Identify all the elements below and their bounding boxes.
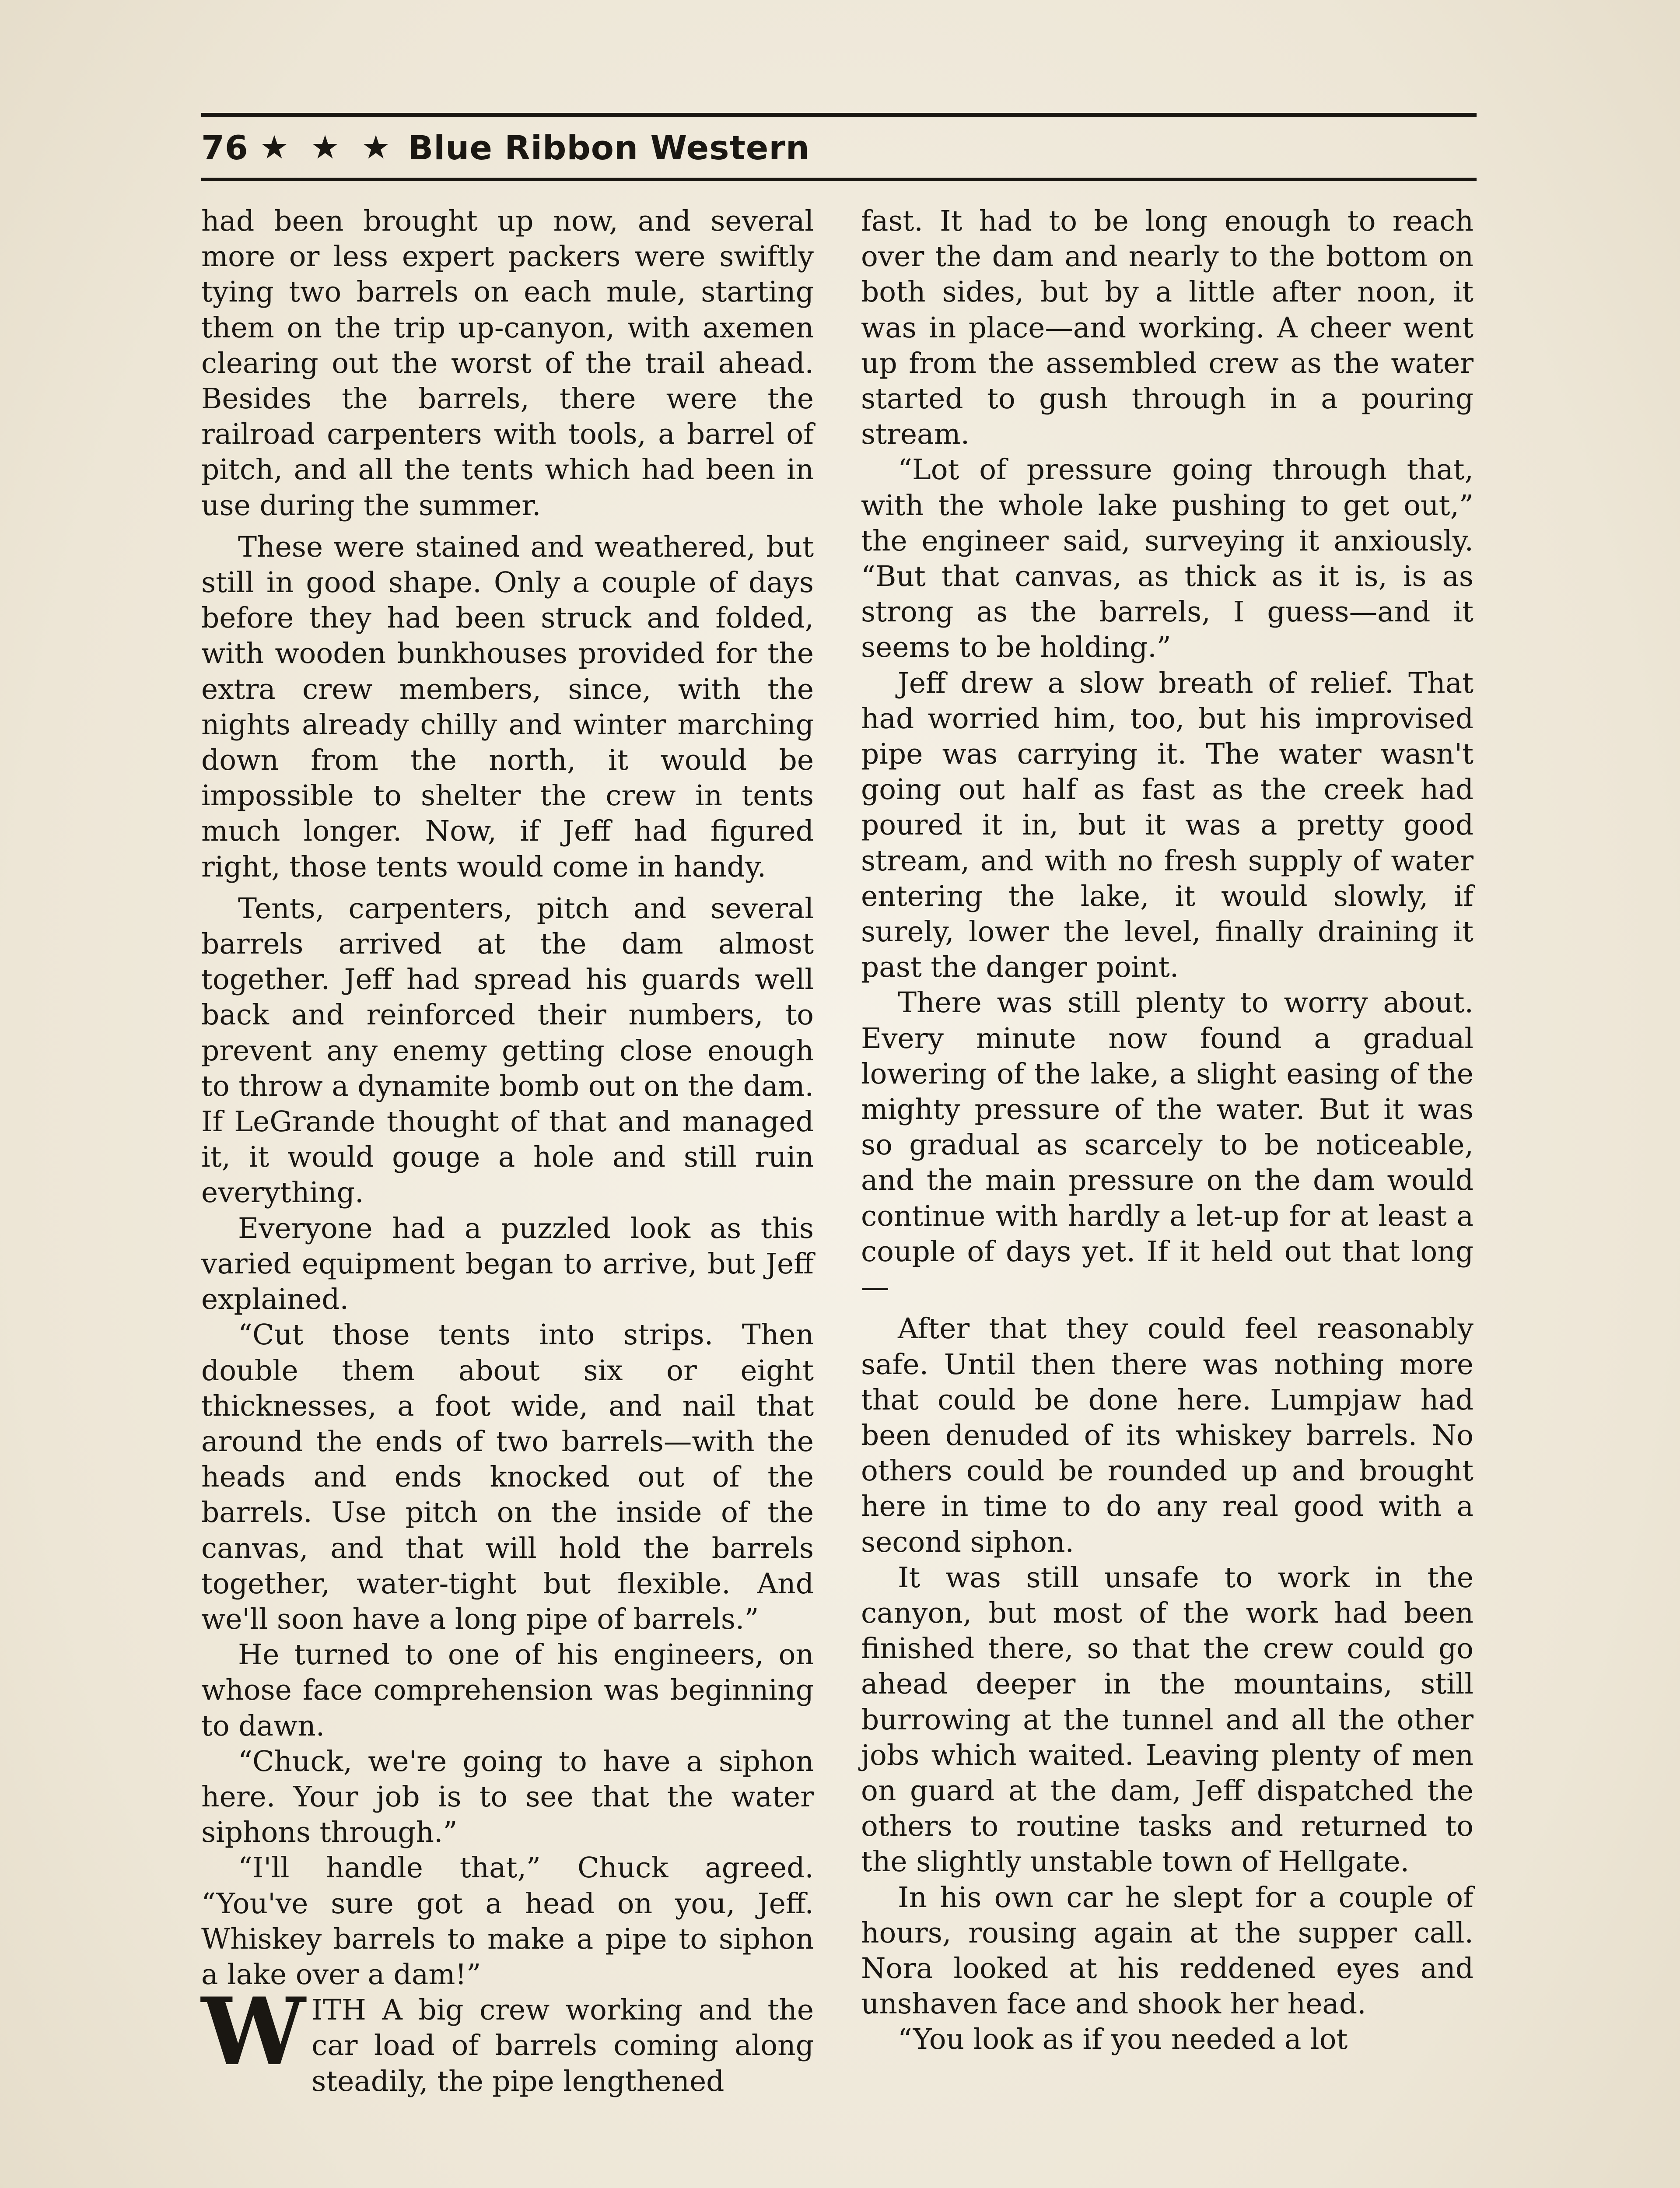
paragraph: These were stained and weathered, but still in good shape. Only a couple of days before they had been struck and folded, with wooden bunkhouses provided for the extra crew members, since, with the nights already chilly and winter marching down from the north, it would be impossible to shelter the crew in tents much longer. Now, if Jeff had figured right, those tents would come in handy.	[201, 530, 814, 884]
left-column	[201, 203, 814, 2099]
page-number: 76	[201, 128, 248, 167]
paragraph: There was still plenty to worry about. Every minute now found a gradual lowering of the lake, a slight easing of the mighty pressure of the water. But it was so gradual as scarcely to be noticeable, and the main pressure on the dam would continue with hardly a let-up for at least a couple of days yet. If it held out that long—	[861, 986, 1474, 1304]
paragraph: “Chuck, we're going to have a siphon here. Your job is to see that the water siphons through.”	[201, 1745, 814, 1849]
paragraph: fast. It had to be long enough to reach over the dam and nearly to the bottom on both sides, but by a little after noon, it was in place—and working. A cheer went up from the assembled crew as the water started to gush through in a pouring stream.	[861, 205, 1474, 451]
paragraph: After that they could feel reasonably safe. Until then there was nothing more that could be done here. Lumpjaw had been denuded of its whiskey barrels. No others could be rounded up and brought here in time to do any real good with a second siphon.	[861, 1312, 1474, 1559]
paragraph: It was still unsafe to work in the canyon, but most of the work had been finished there, so that the crew could go ahead deeper in the mountains, still burrowing at the tunnel and all the other jobs which waited. Leaving plenty of men on guard at the dam, Jeff dispatched the others to routine tasks and returned to the slightly unstable town of Hellgate.	[861, 1561, 1474, 1879]
star-icons: ★ ★ ★	[259, 129, 396, 166]
drop-cap-paragraph	[201, 1977, 814, 2099]
paragraph: “Cut those tents into strips. Then double them about six or eight thicknesses, a foot wide, and nail that around the ends of two barrels—with the heads and ends knocked out of the barrels. Use pitch on the inside of the canvas, and that will hold the barrels together, water-tight but flexible. And we'll soon have a long pipe of barrels.”	[201, 1318, 814, 1636]
drop-cap: W	[201, 1977, 306, 2086]
header-rule	[201, 178, 1477, 181]
magazine-title: Blue Ribbon Western	[408, 128, 810, 167]
top-rule	[201, 113, 1477, 117]
paragraph: Tents, carpenters, pitch and several barrels arrived at the dam almost together. Jeff had spread his guards well back and reinforced their numbers, to prevent any enemy getting close enough to throw a dynamite bomb out on the dam. If LeGrande thought of that and managed it, it would gouge a hole and still ruin everything.	[201, 892, 814, 1210]
paragraph: had been brought up now, and several more or less expert packers were swiftly tying two barrels on each mule, starting them on the trip up-canyon, with axemen clearing out the worst of the trail ahead. Besides the barrels, there were the railroad carpenters with tools, a barrel of pitch, and all the tents which had been in use during the summer.	[201, 205, 814, 522]
paragraph: “I'll handle that,” Chuck agreed. “You've sure got a head on you, Jeff. Whiskey barrels to make a pipe to siphon a lake over a dam!”	[201, 1851, 814, 1991]
paragraph: In his own car he slept for a couple of hours, rousing again at the supper call. Nora looked at his reddened eyes and unshaven face and shook her head.	[861, 1881, 1474, 2021]
paragraph: He turned to one of his engineers, on whose face comprehension was beginning to dawn.	[201, 1638, 814, 1743]
running-header	[201, 123, 1477, 172]
paragraph: Everyone had a puzzled look as this varied equipment began to arrive, but Jeff explained.	[201, 1212, 814, 1316]
paragraph: Jeff drew a slow breath of relief. That had worried him, too, but his improvised pipe was carrying it. The water wasn't going out half as fast as the creek had poured it in, but it was a pretty good stream, and with no fresh supply of water entering the lake, it would slowly, if surely, lower the level, finally draining it past the danger point.	[861, 666, 1474, 984]
paragraph-text: ITH A big crew working and the car load of barrels coming along steadily, the pipe lengthened	[312, 1994, 814, 2098]
paragraph: “Lot of pressure going through that, with the whole lake pushing to get out,” the engineer said, surveying it anxiously. “But that canvas, as thick as it is, is as strong as the barrels, I guess—and it seems to be holding.”	[861, 453, 1474, 664]
right-column	[861, 203, 1474, 2058]
paragraph: “You look as if you needed a lot	[898, 2023, 1348, 2056]
